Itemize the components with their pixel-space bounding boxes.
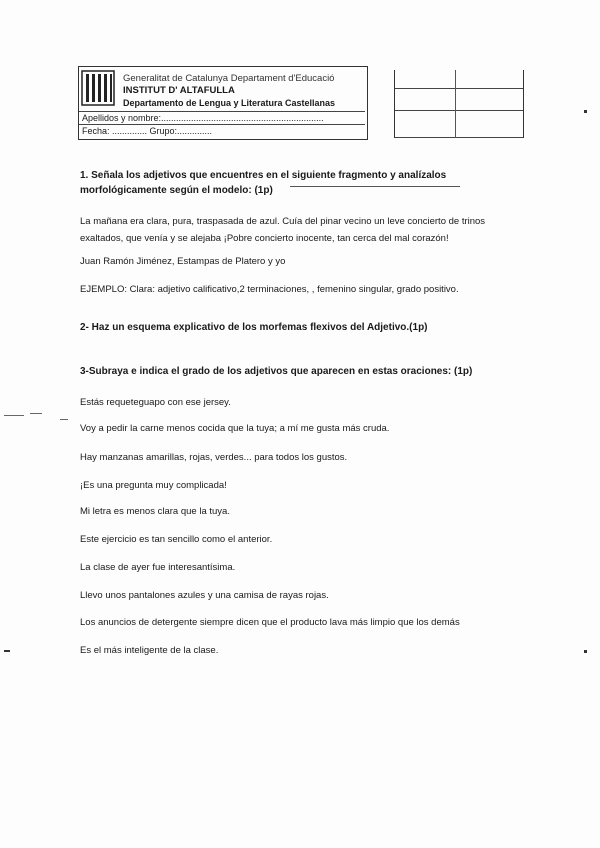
- question-1-paragraph: La mañana era clara, pura, traspasada de azul. Cuía del pinar vecino un leve concierto de trinos exaltados, que venía y se alejaba ¡Pobre concierto inocente, tan cerca del mal corazón!: [80, 216, 486, 244]
- school-name: INSTITUT D' ALTAFULLA: [123, 85, 235, 96]
- question-1-author: Juan Ramón Jiménez, Estampas de Platero y yo: [80, 256, 286, 267]
- name-field[interactable]: Apellidos y nombre:.................................................................: [79, 111, 365, 125]
- margin-mark: [4, 650, 10, 652]
- sentence-10: Es el más inteligente de la clase.: [80, 645, 219, 656]
- question-1-example: EJEMPLO: Clara: adjetivo calificativo,2 terminaciones, , femenino singular, grado positivo.: [80, 284, 459, 295]
- question-2-title: 2- Haz un esquema explicativo de los morfemas flexivos del Adjetivo.(1p): [80, 322, 428, 333]
- margin-mark: [30, 413, 42, 414]
- sentence-1: Estás requeteguapo con ese jersey.: [80, 397, 231, 408]
- generalitat-logo-icon: [81, 69, 115, 107]
- sentence-2: Voy a pedir la carne menos cocida que la tuya; a mí me gusta más cruda.: [80, 423, 390, 434]
- sentence-6: Este ejercicio es tan sencillo como el anterior.: [80, 534, 273, 545]
- grade-box: [394, 70, 524, 138]
- header-line-1: Generalitat de Catalunya Departament d'Educació: [123, 73, 335, 84]
- school-header: [78, 66, 368, 140]
- margin-mark: [584, 650, 587, 653]
- sentence-8: Llevo unos pantalones azules y una camisa de rayas rojas.: [80, 590, 329, 601]
- margin-mark: [4, 415, 24, 416]
- date-group-field[interactable]: Fecha: .............. Grupo:..............: [79, 124, 365, 138]
- department-name: Departamento de Lengua y Literatura Castellanas: [123, 98, 336, 108]
- sentence-7: La clase de ayer fue interesantísima.: [80, 562, 236, 573]
- margin-mark: [60, 419, 68, 420]
- sentence-5: Mi letra es menos clara que la tuya.: [80, 506, 230, 517]
- margin-mark: [584, 110, 587, 113]
- question-1-title: 1. Señala los adjetivos que encuentres en el siguiente fragmento y analízalos morfológicamente según el modelo: (1p): [80, 170, 447, 196]
- question-3-title: 3-Subraya e indica el grado de los adjetivos que aparecen en estas oraciones: (1p): [80, 366, 473, 377]
- sentence-9: Los anuncios de detergente siempre dicen que el producto lava más limpio que los demás: [80, 617, 460, 628]
- sentence-4: ¡Es una pregunta muy complicada!: [80, 480, 227, 491]
- sentence-3: Hay manzanas amarillas, rojas, verdes... para todos los gustos.: [80, 452, 348, 463]
